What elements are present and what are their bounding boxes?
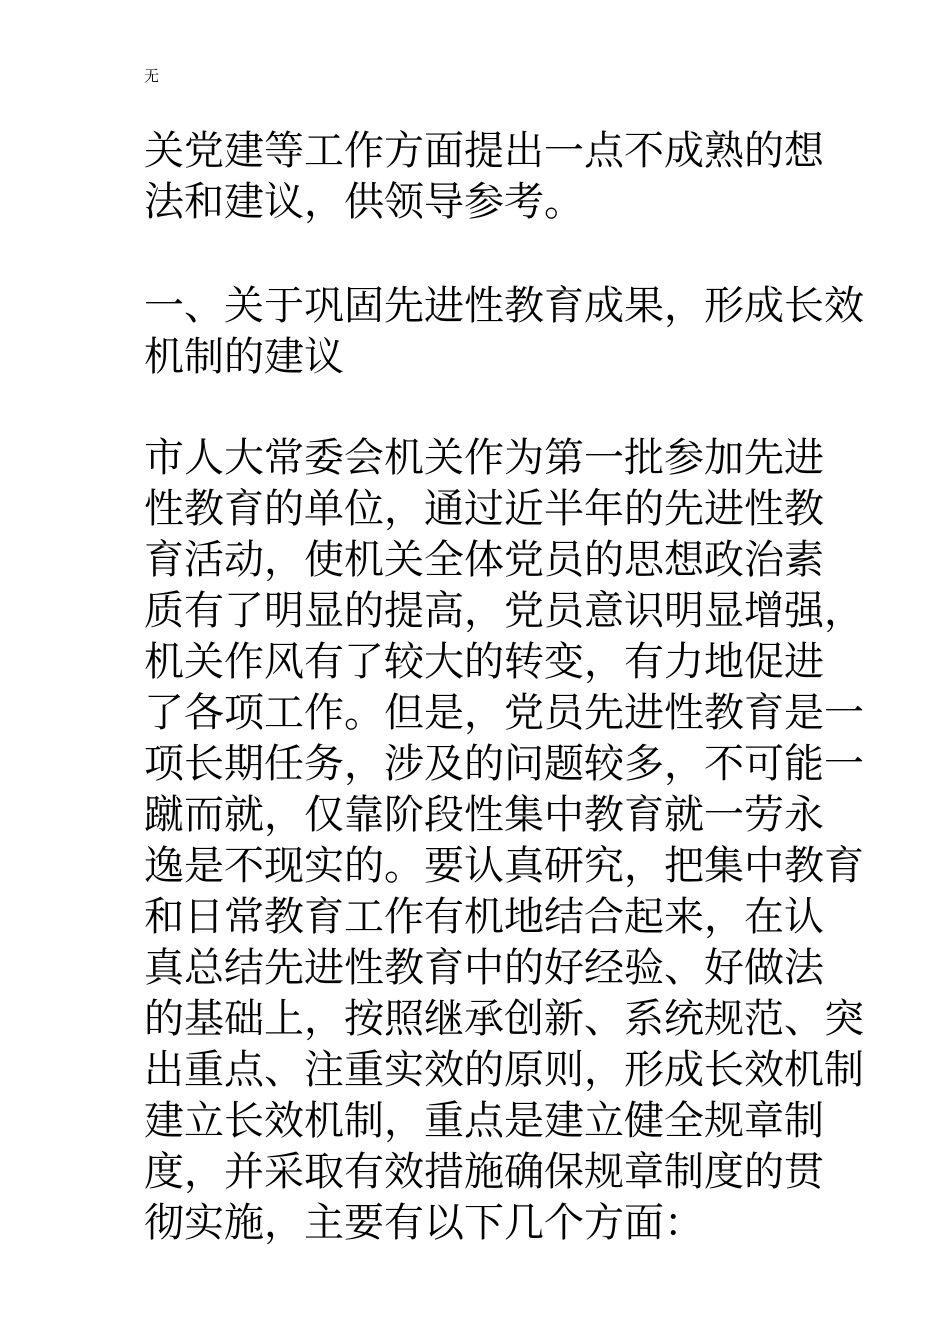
body-line-7: 项长期任务，涉及的问题较多，不可能一 [144, 741, 864, 787]
body-line-3: 育活动，使机关全体党员的思想政治素 [144, 537, 824, 583]
section-heading-line-2: 机制的建议 [144, 334, 344, 380]
body-line-12: 的基础上，按照继承创新、系统规范、突 [144, 996, 864, 1042]
body-line-2: 性教育的单位，通过近半年的先进性教 [144, 486, 824, 532]
body-line-16: 彻实施，主要有以下几个方面： [144, 1200, 704, 1246]
body-line-9: 逸是不现实的。要认真研究，把集中教育 [144, 843, 864, 889]
body-line-5: 机关作风有了较大的转变，有力地促进 [144, 639, 824, 685]
header-mark: 无 [144, 67, 160, 85]
body-line-1: 市人大常委会机关作为第一批参加先进 [144, 435, 824, 481]
body-line-15: 度，并采取有效措施确保规章制度的贯 [144, 1149, 824, 1195]
intro-line-2: 法和建议，供领导参考。 [144, 179, 584, 225]
body-line-4: 质有了明显的提高，党员意识明显增强， [144, 588, 864, 634]
section-heading-line-1: 一、关于巩固先进性教育成果，形成长效 [144, 283, 864, 329]
body-line-6: 了各项工作。但是，党员先进性教育是一 [144, 690, 864, 736]
body-line-13: 出重点、注重实效的原则，形成长效机制 [144, 1047, 864, 1093]
body-line-10: 和日常教育工作有机地结合起来，在认 [144, 894, 824, 940]
body-line-14: 建立长效机制，重点是建立健全规章制 [144, 1098, 824, 1144]
body-line-11: 真总结先进性教育中的好经验、好做法 [144, 945, 824, 991]
body-line-8: 蹴而就，仅靠阶段性集中教育就一劳永 [144, 792, 824, 838]
intro-line-1: 关党建等工作方面提出一点不成熟的想 [144, 128, 824, 174]
